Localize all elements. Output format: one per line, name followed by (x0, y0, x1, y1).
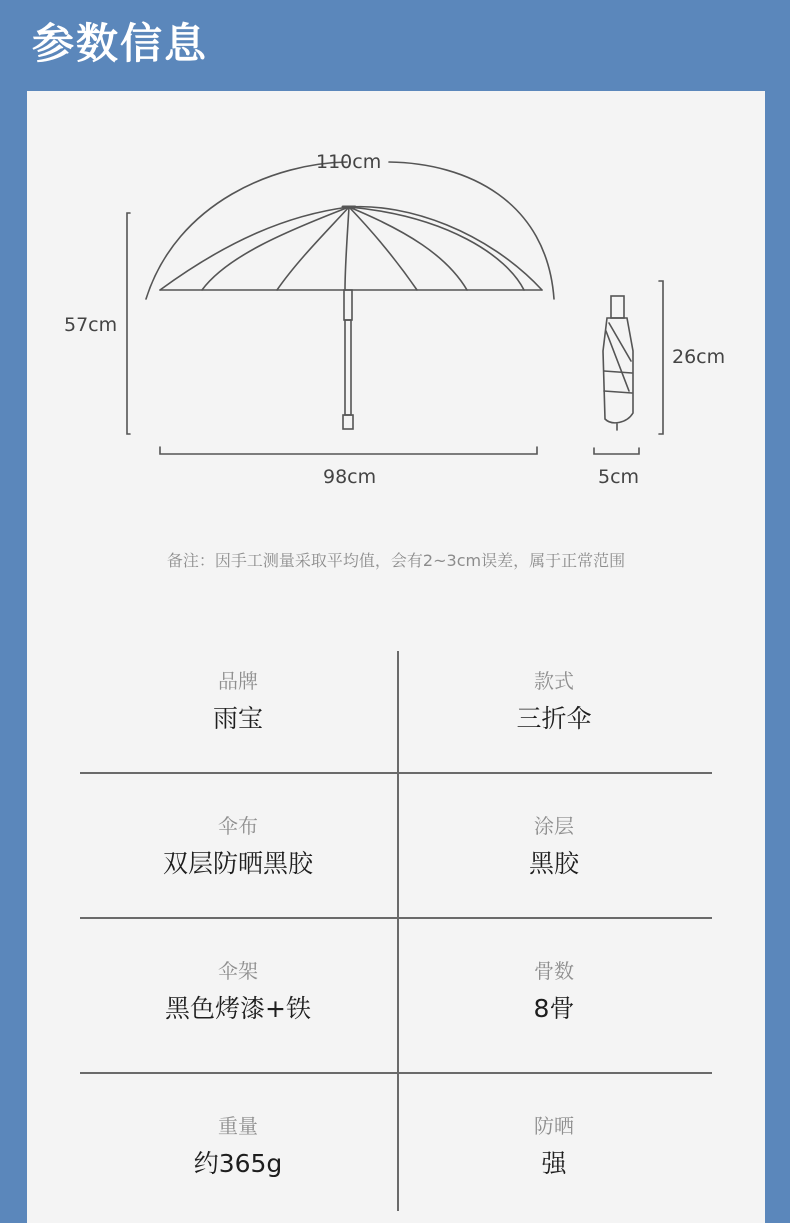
spec-cell-style (396, 667, 712, 739)
spec-cell-coating (396, 812, 712, 884)
spec-value: 黑色烤漆+铁 (165, 994, 311, 1023)
spec-label: 涂层 (534, 814, 574, 838)
spec-label: 伞架 (218, 959, 258, 983)
size-diagram (27, 91, 765, 571)
spec-value: 三折伞 (516, 704, 592, 733)
row-divider (80, 772, 712, 774)
spec-label: 品牌 (218, 669, 258, 693)
measurement-note: 备注：因手工测量采取平均值，会有2~3cm误差，属于正常范围 (166, 551, 626, 570)
spec-cell-ribs (396, 957, 712, 1029)
spec-cell-frame (80, 957, 396, 1029)
spec-label: 款式 (534, 669, 574, 693)
spec-value: 约365g (193, 1149, 283, 1178)
spec-label: 骨数 (534, 959, 574, 983)
spec-cell-weight (80, 1112, 396, 1184)
spec-value: 强 (541, 1149, 567, 1178)
spec-label: 防晒 (534, 1114, 574, 1138)
spec-value: 双层防晒黑胶 (162, 849, 313, 878)
spec-cell-brand (80, 667, 396, 739)
open-height-label: 57cm (64, 314, 118, 336)
spec-table (80, 651, 712, 1223)
spec-label: 重量 (218, 1114, 258, 1138)
row-divider (80, 917, 712, 919)
spec-value: 8骨 (533, 994, 575, 1023)
content-panel (27, 91, 765, 1223)
folded-width-label: 5cm (598, 466, 640, 488)
spec-value: 雨宝 (212, 704, 263, 733)
page-title: 参数信息 (32, 19, 209, 68)
span-length-label: 110cm (316, 151, 382, 173)
spec-label: 伞布 (218, 814, 258, 838)
spec-cell-fabric (80, 812, 396, 884)
folded-length-label: 26cm (672, 346, 726, 368)
spec-value: 黑胶 (528, 849, 579, 878)
open-width-label: 98cm (323, 466, 377, 488)
umbrella-dimension-drawing (27, 91, 765, 531)
canopy-edge (160, 207, 542, 290)
span-arc-right (389, 162, 554, 299)
spec-cell-sun-protection (396, 1112, 712, 1184)
row-divider (80, 1072, 712, 1074)
